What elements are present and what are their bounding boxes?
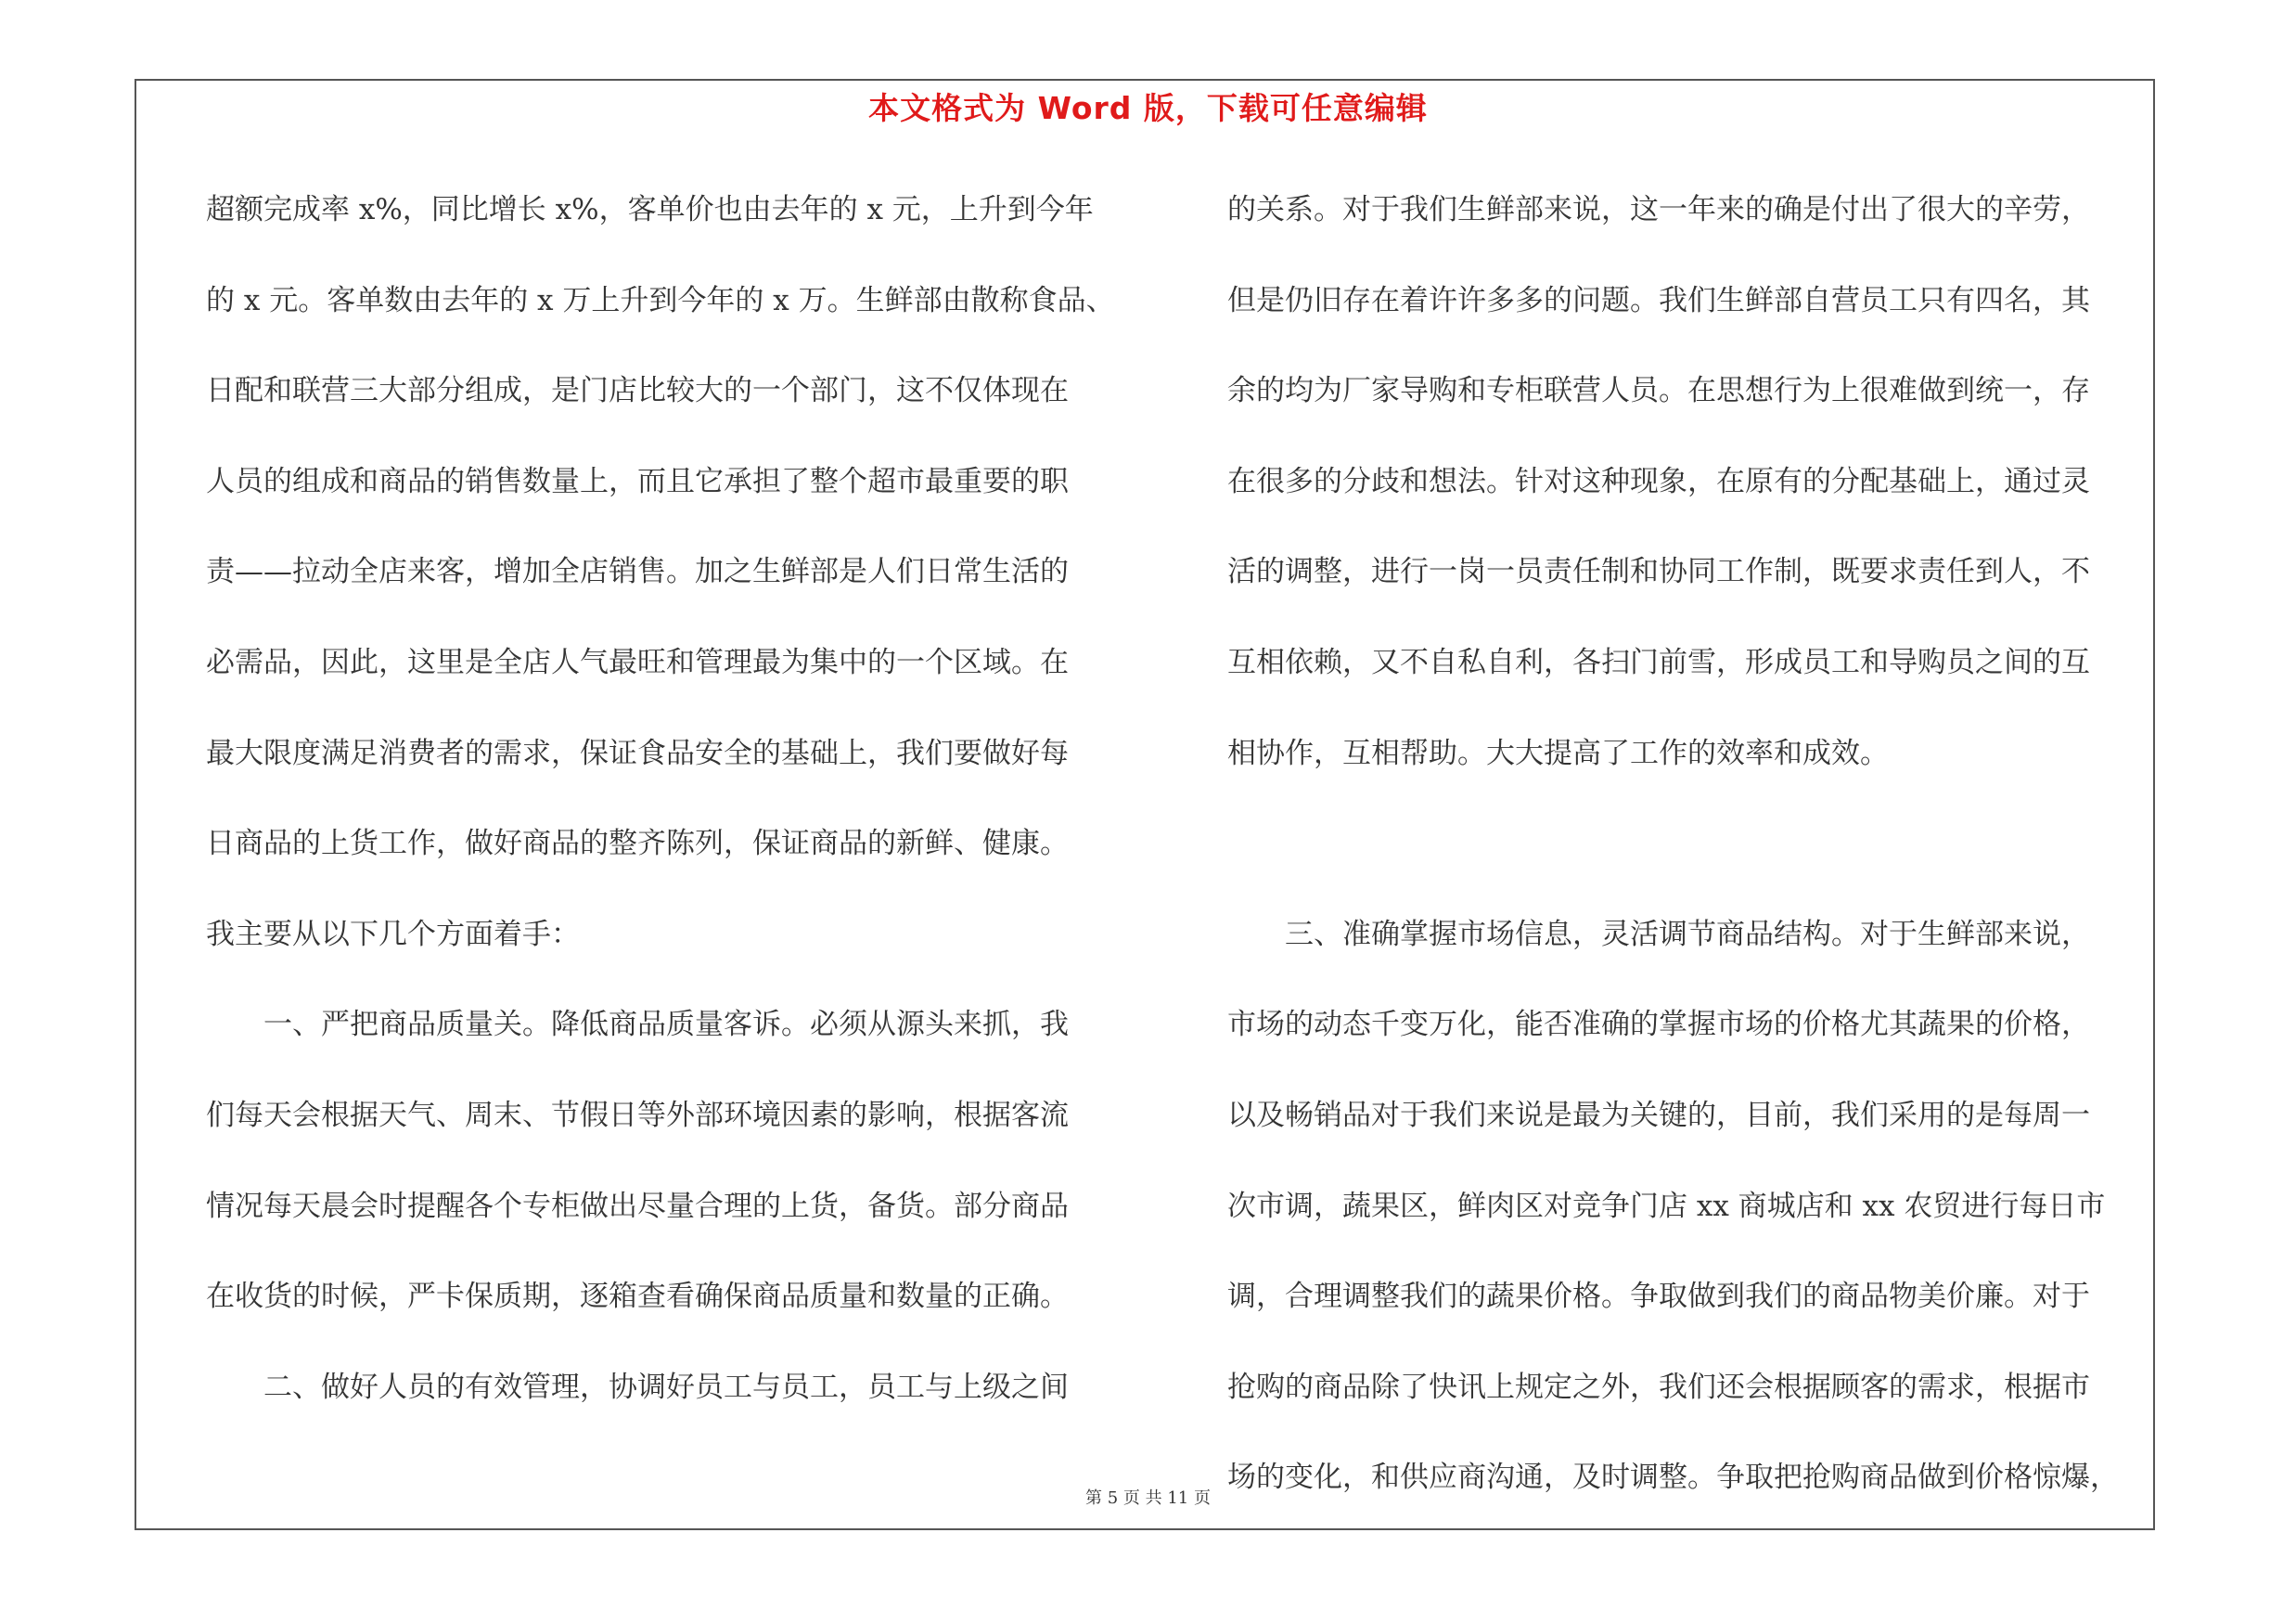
blank-line xyxy=(1227,815,2161,906)
text-line: 二、做好人员的有效管理，协调好员工与员工，员工与上级之间 xyxy=(206,1370,1069,1404)
text-line: 以及畅销品对于我们来说是最为关键的，目前，我们采用的是每周一 xyxy=(1227,1098,2090,1132)
text-line: 抢购的商品除了快讯上规定之外，我们还会根据顾客的需求，根据市 xyxy=(1227,1370,2090,1404)
text-line: 情况每天晨会时提醒各个专柜做出尽量合理的上货，备货。部分商品 xyxy=(206,1189,1069,1223)
text-line: 在收货的时候，严卡保质期，逐箱查看确保商品质量和数量的正确。 xyxy=(206,1280,1069,1314)
text-line: 日配和联营三大部分组成，是门店比较大的一个部门，这不仅体现在 xyxy=(206,374,1069,408)
text-line: 但是仍旧存在着许许多多的问题。我们生鲜部自营员工只有四名，其 xyxy=(1227,283,2090,317)
text-line: 责——拉动全店来客，增加全店销售。加之生鲜部是人们日常生活的 xyxy=(206,555,1069,589)
text-line: 最大限度满足消费者的需求，保证食品安全的基础上，我们要做好每 xyxy=(206,736,1069,770)
page-number: 第 5 页 共 11 页 xyxy=(1085,1488,1211,1508)
text-line: 相协作，互相帮助。大大提高了工作的效率和成效。 xyxy=(1227,736,1889,770)
text-line: 的 x 元。客单数由去年的 x 万上升到今年的 x 万。生鲜部由散称食品、 xyxy=(206,283,1115,317)
text-line: 的关系。对于我们生鲜部来说，这一年来的确是付出了很大的辛劳， xyxy=(1227,193,2090,226)
text-line: 超额完成率 x%，同比增长 x%，客单价也由去年的 x 元，上升到今年 xyxy=(206,193,1094,226)
text-line: 场的变化，和供应商沟通，及时调整。争取把抢购商品做到价格惊爆， xyxy=(1227,1461,2119,1495)
text-line: 调，合理调整我们的蔬果价格。争取做到我们的商品物美价廉。对于 xyxy=(1227,1280,2090,1314)
text-line: 人员的组成和商品的销售数量上，而且它承担了整个超市最重要的职 xyxy=(206,464,1069,498)
text-line: 在很多的分歧和想法。针对这种现象，在原有的分配基础上，通过灵 xyxy=(1227,464,2090,498)
text-line: 次市调，蔬果区，鲜肉区对竞争门店 xx 商城店和 xx 农贸进行每日市 xyxy=(1227,1189,2106,1223)
text-line: 市场的动态千变万化，能否准确的掌握市场的价格尤其蔬果的价格， xyxy=(1227,1008,2090,1042)
left-column xyxy=(206,181,1124,1449)
text-line: 三、准确掌握市场信息，灵活调节商品结构。对于生鲜部来说， xyxy=(1227,917,2090,951)
text-line: 一、严把商品质量关。降低商品质量客诉。必须从源头来抓，我 xyxy=(206,1008,1069,1042)
text-line: 日商品的上货工作，做好商品的整齐陈列，保证商品的新鲜、健康。 xyxy=(206,827,1069,861)
text-line: 余的均为厂家导购和专柜联营人员。在思想行为上很难做到统一，存 xyxy=(1227,374,2090,408)
text-line: 必需品，因此，这里是全店人气最旺和管理最为集中的一个区域。在 xyxy=(206,645,1069,679)
text-line: 们每天会根据天气、周末、节假日等外部环境因素的影响，根据客流 xyxy=(206,1098,1069,1132)
text-line: 活的调整，进行一岗一员责任制和协同工作制，既要求责任到人，不 xyxy=(1227,555,2090,589)
right-column xyxy=(1227,181,2161,1539)
format-banner: 本文格式为 Word 版，下载可任意编辑 xyxy=(868,90,1428,126)
text-line: 互相依赖，又不自私自利，各扫门前雪，形成员工和导购员之间的互 xyxy=(1227,645,2090,679)
text-line: 我主要从以下几个方面着手： xyxy=(206,917,580,951)
